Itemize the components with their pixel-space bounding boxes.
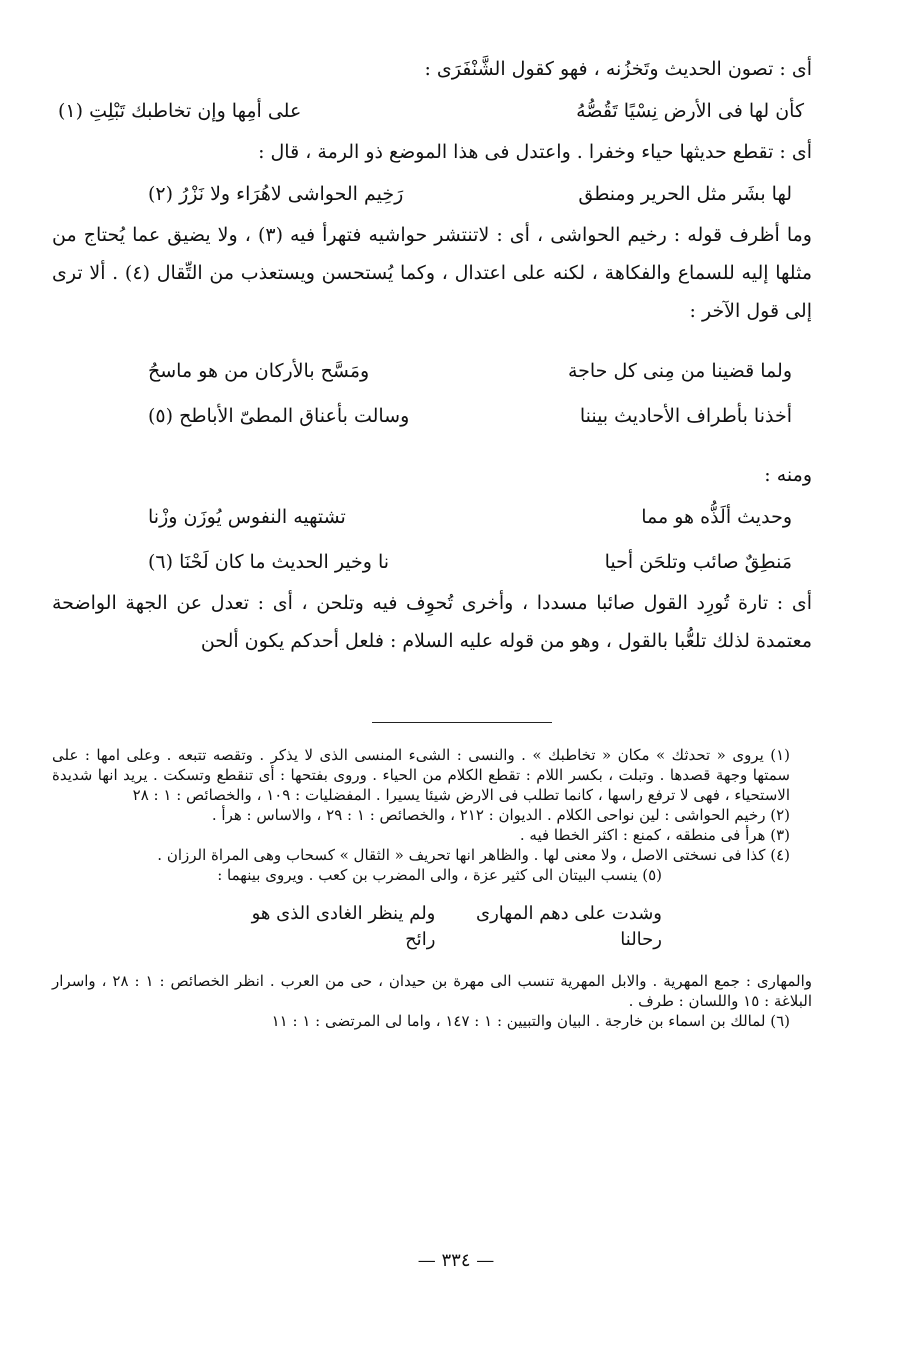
verse-first-hemistich: لها بشَر مثل الحرير ومنطق: [578, 182, 792, 205]
verse-first-hemistich: وشدت على دهم المهارى رحالنا: [476, 903, 662, 950]
verse-second-hemistich: رَخِيم الحواشى لاهُرَاء ولا نَزْرُ (٢): [148, 182, 404, 205]
verse-second-hemistich: على أمِها وإن تخاطبك تَبْلِتِ (١): [58, 99, 302, 122]
verse-line: [148, 494, 792, 539]
paragraph: وما أظرف قوله : رخيم الحواشى ، أى : لاتنتشر حواشيه فتهرأ فيه (٣) ، ولا يضيق عما يُحتاج من مثلها إليه للسماع والفكاهة ، لكنه على اعتدال ، وكما يُستحسن ويستعذب من التِّقال (٤) . ألا ترى إلى قول الآخر :: [52, 224, 812, 322]
verse-second-hemistich: ولم ينظر الغادى الذى هو رائح: [251, 903, 436, 950]
paragraph: أى : تارة تُورِد القول صائبا مسددا ، وأخرى تُحوِف فيه وتلحن ، أى : تعدل عن الجهة الواضحة معتمدة لذلك تلعُّبا بالقول ، وهو من قوله عليه السلام : فلعل أحدكم يكون ألحن: [52, 592, 812, 652]
footnote-continuation: والمهارى : جمع المهرية . والابل المهرية تنسب الى مهرة بن حيدان ، حى من العرب . انظر الخصائص : ١ : ٢٨ ، واسرار البلاغة : ١٥ واللسان : طرف .: [52, 972, 813, 1010]
verse-first-hemistich: وحديث ألَذُّه هو مما: [641, 505, 792, 528]
footnote: (٢) رخيم الحواشى : لين نواحى الكلام . الديوان : ٢١٢ ، والخصائص : ١ : ٢٩ ، والاساس : هرأ .: [211, 806, 790, 824]
verse-first-hemistich: مَنطِقٌ صائب وتلحَن أحيا: [604, 550, 792, 573]
footnote: (١) يروى « تحدثك » مكان « تخاطبك » . والنسى : الشىء المنسى الذى لا يذكر . وتقصه تتبعه . وعلى امها : على سمتها وجهة قصدها . وتبلت ، بكسر اللام : تقطع الكلام من الحياء . وروى بفتحها : أى تنقطع وتسكت . يريد انها شديدة الاستحياء ، فهى لا ترفع راسها ، كانما تطلب فى الارض شيئا يسيرا . المفضليات : ١٠٩ ، والخصائص : ١ : ٢٨: [52, 746, 790, 804]
footnote: (٤) كذا فى نسختى الاصل ، ولا معنى لها . والظاهر انها تحريف « الثقال » كسحاب وهى المراة الرزان .: [157, 846, 790, 864]
footnote-separator: [372, 722, 552, 723]
footnotes: [52, 745, 812, 1031]
verse-line: [148, 348, 792, 393]
footnote-verse: [222, 901, 662, 953]
paragraph: ومنه :: [764, 464, 812, 486]
paragraph: أى : تقطع حديثها حياء وخفرا . واعتدل فى هذا الموضع ذو الرمة ، قال :: [258, 141, 812, 163]
verse-line: [148, 393, 792, 438]
paragraph: أى : تصون الحديث وتَخزُنه ، فهو كقول الشَّنْفَرَى :: [424, 58, 812, 80]
verse-first-hemistich: ولما قضينا من مِنى كل حاجة: [567, 359, 792, 382]
verse-first-hemistich: أخذنا بأطراف الأحاديث بيننا: [579, 404, 792, 427]
verse-line: [148, 539, 792, 584]
footnote: (٣) هرأ فى منطقه ، كمنع : اكثر الخطا فيه .: [519, 826, 790, 844]
main-text: [52, 50, 812, 660]
verse-second-hemistich: ومَسَّح بالأركان من هو ماسحُ: [148, 359, 370, 382]
verse-second-hemistich: نا وخير الحديث ما كان لَحْنَا (٦): [148, 550, 390, 573]
verse-second-hemistich: وسالت بأعناق المطىّ الأباطح (٥): [148, 404, 410, 427]
verse-line: [58, 88, 804, 133]
verse-line: [148, 171, 792, 216]
verse-second-hemistich: تشتهيه النفوس يُوزَن وزْنا: [148, 505, 346, 528]
verse-first-hemistich: كأن لها فى الأرض نِسْيًا تَقُصُّهُ: [576, 99, 804, 122]
page-number: — ٣٣٤ —: [417, 1250, 495, 1271]
footnote: (٥) ينسب البيتان الى كثير عزة ، والى المضرب بن كعب . ويروى بينهما :: [217, 866, 662, 884]
footnote: (٦) لمالك بن اسماء بن خارجة . البيان والتبيين : ١ : ١٤٧ ، واما لى المرتضى : ١ : ١١: [271, 1012, 790, 1030]
